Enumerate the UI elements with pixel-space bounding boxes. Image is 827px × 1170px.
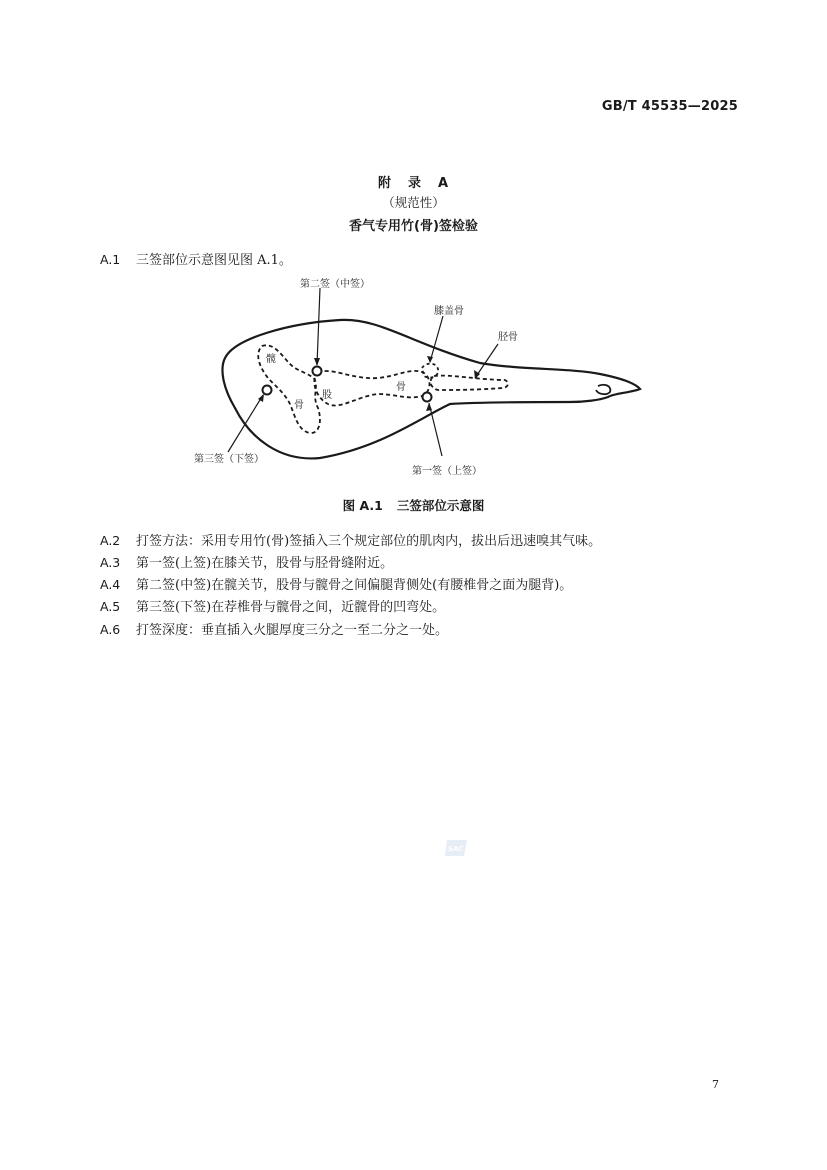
page-number: 7 (712, 1078, 719, 1091)
appendix-heading (0, 172, 827, 191)
label-hip-1: 髋 (266, 354, 276, 365)
leader-patella (430, 316, 443, 362)
probe-first-marker (423, 393, 432, 402)
clause-text: 打签方法：采用专用竹(骨)签插入三个规定部位的肌肉内，拔出后迅速嗅其气味。 (136, 534, 602, 549)
ham-diagram (180, 268, 660, 488)
label-tibia: 胫骨 (498, 332, 518, 343)
clause-a6 (100, 619, 448, 638)
label-patella: 膝盖骨 (434, 306, 464, 317)
clause-number: A.2 (100, 533, 121, 548)
appendix-letter: A (437, 176, 450, 191)
sac-watermark-logo (444, 838, 470, 858)
tibia-bone (431, 376, 508, 390)
clause-number: A.5 (100, 599, 121, 614)
label-hip-2: 骨 (294, 400, 304, 411)
svg-text:SAC: SAC (448, 845, 464, 853)
clause-a2 (100, 530, 601, 549)
clause-text: 第二签(中签)在髋关节，股骨与髋骨之间偏腿背侧处(有腰椎骨之面为腿背)。 (136, 578, 573, 593)
label-first-probe: 第一签（上签） (412, 466, 482, 477)
probe-second-marker (313, 367, 322, 376)
clause-text: 打签深度：垂直插入火腿厚度三分之一至二分之一处。 (136, 623, 449, 638)
clause-number: A.4 (100, 577, 121, 592)
standard-number: GB/T 45535—2025 (601, 99, 738, 114)
arrow-second (314, 358, 320, 366)
probe-third-marker (263, 386, 272, 395)
figure-caption (0, 496, 827, 514)
arrow-patella (427, 356, 433, 363)
hoof-line (596, 385, 610, 394)
figure-caption-number: 图 A.1 (342, 498, 383, 513)
clause-number: A.3 (100, 555, 121, 570)
clause-text: 三签部位示意图见图 A.1。 (136, 253, 292, 268)
label-second-probe: 第二签（中签） (300, 279, 370, 290)
clause-a4 (100, 574, 572, 593)
leader-second (317, 288, 320, 365)
label-femur-2: 骨 (396, 382, 406, 393)
clause-a5 (100, 596, 445, 615)
appendix-label-2: 录 (407, 176, 422, 191)
clause-number: A.1 (100, 252, 121, 267)
clause-a3 (100, 552, 393, 571)
arrow-first (426, 403, 432, 411)
label-third-probe: 第三签（下签） (194, 454, 264, 465)
leader-tibia (475, 344, 498, 378)
label-femur-1: 股 (322, 390, 332, 401)
clause-text: 第三签(下签)在荐椎骨与髋骨之间，近髋骨的凹弯处。 (136, 600, 446, 615)
clause-text: 第一签(上签)在膝关节，股骨与胫骨缝附近。 (136, 556, 394, 571)
appendix-nature: （规范性） (382, 195, 445, 210)
clause-number: A.6 (100, 622, 121, 637)
figure-caption-text: 三签部位示意图 (396, 498, 485, 513)
appendix-label: 附 (377, 176, 392, 191)
clause-a1 (100, 249, 292, 268)
appendix-title: 香气专用竹(骨)签检验 (349, 219, 478, 234)
ham-outline (222, 320, 640, 459)
